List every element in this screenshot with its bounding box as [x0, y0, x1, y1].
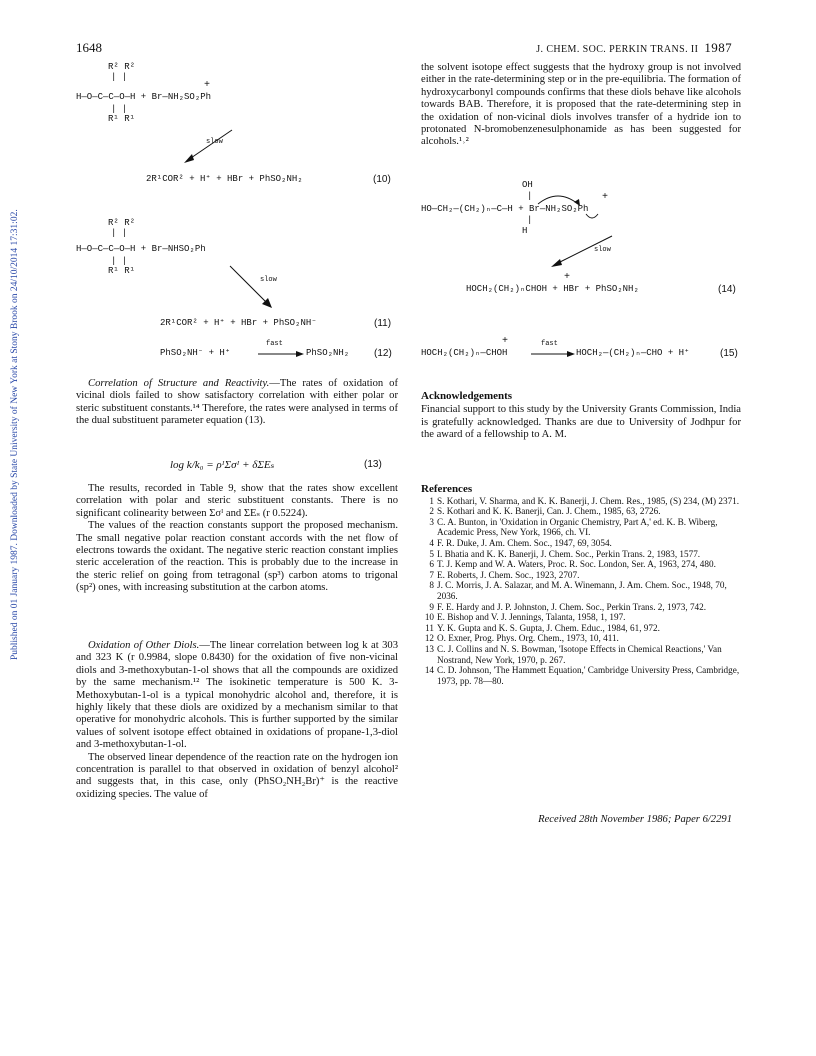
page-number: 1648: [76, 40, 102, 55]
equation-12-fast: fast: [266, 340, 283, 348]
reference-item: 1 S. Kothari, V. Sharma, and K. K. Banerji, J. Chem. Res., 1985, (S) 234, (M) 2371.: [429, 495, 740, 506]
hydrogen-ion-paragraph: The observed linear dependence of the reaction rate on the hydrogen ion concentration is parallel to that observed in oxidation of benzyl alcohol² and suggests that, in this case, only (PhSO₂NH₂Br)⁺ is the reactive oxidizing species. The value of: [76, 751, 398, 800]
scheme3-h: H: [522, 226, 528, 236]
equation-10: 2R¹COR² + H⁺ + HBr + PhSO₂NH₂: [146, 174, 303, 184]
correlation-paragraph: —The rates of oxidation of vicinal diols failed to show satisfactory correlation with either polar or steric substituent constants.¹⁴ Therefore, the rates were analysed in terms of the dual substituent parameter equation (13).: [76, 378, 399, 427]
left-column-upper: [76, 378, 398, 428]
equation-13: log k/k₀ = ρᴵΣσᴵ + δΣEₛ: [170, 459, 275, 471]
section-heading-other-diols: Oxidation of Other Diols.: [88, 640, 200, 651]
scheme3-bond-up: |: [527, 191, 533, 201]
reference-item: 13 C. J. Collins and N. S. Bowman, 'Isotope Effects in Chemical Reactions,' Van Nostrand, New York, 1970, p. 267.: [424, 643, 722, 665]
left-column-lower: [76, 640, 398, 801]
equation-11: 2R¹COR² + H⁺ + HBr + PhSO₂NH⁻: [160, 318, 317, 328]
equation-12-number: (12): [374, 348, 392, 359]
scheme2-bonds-bottom: | |: [111, 256, 128, 266]
received-line: Received 28th November 1986; Paper 6/2291: [538, 814, 732, 825]
results-paragraph: The results, recorded in Table 9, show that the rates show excellent correlation with polar and steric substituent constants. There is no significant colinearity between Σσᴵ and ΣEₛ (r 0.5224).: [76, 483, 398, 519]
scheme3-slow-label: slow: [594, 246, 611, 254]
equation-11-number: (11): [374, 318, 392, 329]
acknowledgements-section: [421, 390, 741, 442]
acknowledgements-text: Financial support to this study by the University Grants Commission, India is gratefully acknowledged. Thanks are due to University of Jodhpur for the award of a fellowship to A. M.: [421, 404, 741, 441]
scheme1-bonds-bottom: | |: [111, 104, 128, 114]
journal-header: [536, 40, 732, 56]
equation-14: HOCH₂(CH₂)ₙCHOH + HBr + PhSO₂NH₂: [466, 284, 639, 294]
reference-item: 14 C. D. Johnson, 'The Hammett Equation,' Cambridge University Press, Cambridge, 1973, pp. 78—80.: [424, 665, 740, 686]
equation-15-number: (15): [720, 348, 738, 359]
section-heading-correlation: Correlation of Structure and Reactivity.: [88, 378, 270, 389]
acknowledgements-heading: Acknowledgements: [421, 390, 513, 402]
references-heading: References: [421, 483, 473, 495]
equation-15-arrow: [531, 349, 575, 359]
references-list: [421, 496, 743, 687]
scheme1-r2: R² R²: [108, 62, 136, 72]
equation-14-charge: +: [564, 272, 571, 283]
reference-item: 3 C. A. Bunton, in 'Oxidation in Organic Chemistry, Part A,' ed. K. B. Wiberg, Academic Press, New York, 1966, ch. VI.: [429, 516, 718, 538]
reference-item: 12 O. Exner, Prog. Phys. Org. Chem., 1973, 10, 411.: [424, 633, 619, 644]
reaction-constants-paragraph: The values of the reaction constants support the proposed mechanism. The small negative polar reaction constant accords with the net flow of electrons towards the oxidant. The negative steric reaction constant implies steric acceleration of the reaction. This is probably due to the increase in the steric relief on going from tetragonal (sp³) carbon atoms to trigonal (sp²) ones, with increasing substitution at the carbon atoms.: [76, 520, 398, 594]
reference-item: 6 T. J. Kemp and W. A. Waters, Proc. R. Soc. London, Ser. A, 1963, 274, 480.: [429, 559, 716, 570]
right-column-upper: [421, 62, 741, 149]
equation-10-number: (10): [373, 174, 391, 185]
scheme1-r1: R¹ R¹: [108, 114, 136, 124]
other-diols-paragraph: —The linear correlation between log k at 303 and 323 K (r 0.9984, slope 0.8430) for the oxidation of five non-vicinal diols and 3-methoxybutan-1-ol shows that all the compounds are oxidized by the same mechanism.¹² The isokinetic temperature is 500 K. 3-Methoxybutan-1-ol is a typical monohydric alcohol and, therefore, it is highly likely that these diols are oxidized by a mechanism similar to that operative for monohydric alcohols. This is further supported by the similar values of solvent isotope effect obtained in oxidations of propane-1,3-diol and 3-methoxybutan-1-ol.: [76, 640, 398, 751]
scheme3-charge: +: [602, 192, 609, 203]
scheme3-oh: OH: [522, 180, 533, 190]
equation-12-right: PhSO₂NH₂: [306, 348, 350, 358]
scheme1-reactants: H—O—C—C—O—H + Br—NH₂SO₂Ph: [76, 92, 212, 102]
journal-title: J. CHEM. SOC. PERKIN TRANS. II: [536, 44, 699, 55]
scheme2-r2: R² R²: [108, 218, 136, 228]
equation-12-left: PhSO₂NH⁻ + H⁺: [160, 348, 231, 358]
scheme1-slow-arrow: [180, 126, 240, 166]
scheme2-slow-arrow: [226, 262, 276, 312]
left-column-middle: [76, 483, 398, 595]
reference-item: 11 Y. K. Gupta and K. S. Gupta, J. Chem. Educ., 1984, 61, 972.: [425, 622, 660, 633]
scheme1-charge: +: [204, 80, 211, 91]
scheme2-slow-label: slow: [260, 276, 277, 284]
equation-15-charge: +: [502, 336, 509, 347]
reference-item: 10 E. Bishop and V. J. Jennings, Talanta, 1958, 1, 197.: [424, 612, 626, 623]
scheme1-bonds-top: | |: [111, 72, 128, 82]
reference-item: 5 I. Bhatia and K. K. Banerji, J. Chem. Soc., Perkin Trans. 2, 1983, 1577.: [429, 548, 701, 559]
scheme3-reactants: HO—CH₂—(CH₂)ₙ—C—H + Br—NH₂SO₂Ph: [421, 204, 589, 214]
equation-13-number: (13): [364, 459, 382, 470]
reference-item: 7 E. Roberts, J. Chem. Soc., 1923, 2707.: [429, 569, 580, 580]
scheme2-bonds-top: | |: [111, 228, 128, 238]
references-section: [421, 484, 743, 686]
scheme2-reactants: H—O—C—C—O—H + Br—NHSO₂Ph: [76, 244, 206, 254]
isotope-effect-paragraph: the solvent isotope effect suggests that the hydroxy group is not involved either in the rate-determining step or in the pre-equilibria. The formation of hydroxycarbonyl compounds confirms that these diols behave like alcohols towards BAB. Therefore, it is proposed that the rate-determining step in the oxidation of non-vicinal diols involves transfer of a hydride ion to protonated N-bromobenzenesulphonamide as has been suggested for alcohols.¹˒²: [421, 62, 741, 148]
scheme1-slow-label: slow: [206, 138, 223, 146]
download-watermark: Published on 01 January 1987. Downloaded by State University of New York at Stony Brook on 24/10/2014 17:31:02.: [10, 209, 20, 660]
reference-item: 4 F. R. Duke, J. Am. Chem. Soc., 1947, 69, 3054.: [429, 537, 612, 548]
journal-year: 1987: [704, 40, 732, 55]
equation-15-left: HOCH₂(CH₂)ₙ—CHOH: [421, 348, 508, 358]
reference-item: 9 F. E. Hardy and J. P. Johnston, J. Chem. Soc., Perkin Trans. 2, 1973, 742.: [429, 601, 707, 612]
reference-item: 2 S. Kothari and K. K. Banerji, Can. J. Chem., 1985, 63, 2726.: [429, 506, 661, 517]
reference-item: 8 J. C. Morris, J. A. Salazar, and M. A. Winemann, J. Am. Chem. Soc., 1948, 70, 2036.: [429, 580, 727, 601]
equation-12-arrow: [258, 349, 304, 359]
scheme3-electron-arrows: [534, 190, 604, 224]
equation-15-fast: fast: [541, 340, 558, 348]
equation-15-right: HOCH₂—(CH₂)ₙ—CHO + H⁺: [576, 348, 690, 358]
scheme3-bond-down: |: [527, 215, 533, 225]
equation-14-number: (14): [718, 284, 736, 295]
scheme2-r1: R¹ R¹: [108, 266, 136, 276]
